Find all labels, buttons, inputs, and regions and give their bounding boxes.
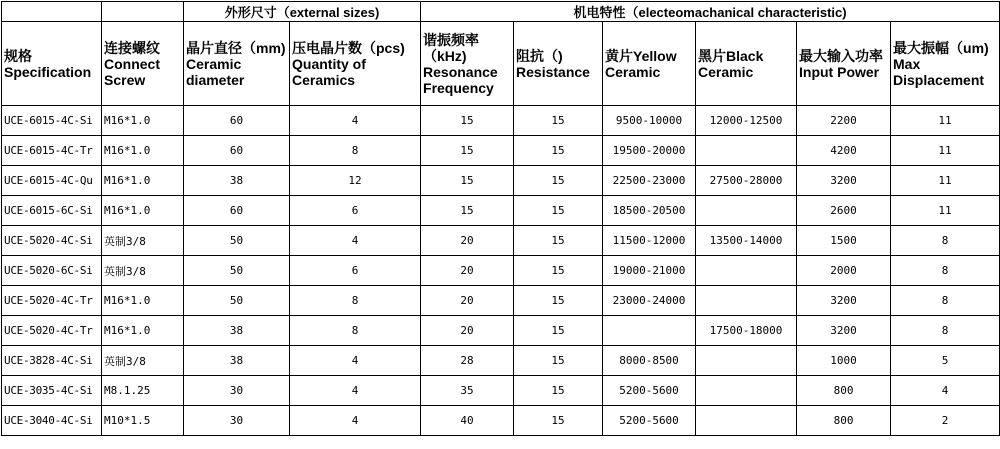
cell-diameter: 60 xyxy=(184,196,290,226)
cell-diameter: 38 xyxy=(184,316,290,346)
cell-diameter: 50 xyxy=(184,256,290,286)
cell-connect-screw: 英制3/8 xyxy=(102,346,184,376)
cell-resistance: 15 xyxy=(514,376,603,406)
column-header-row xyxy=(2,22,1000,106)
header-black-ceramic: 黑片Black Ceramic xyxy=(696,22,797,106)
header-input-power: 最大输入功率 Input Power xyxy=(797,22,891,106)
cell-displacement: 11 xyxy=(891,106,1000,136)
cell-quantity: 4 xyxy=(290,226,421,256)
header-yellow-ceramic: 黄片Yellow Ceramic xyxy=(603,22,696,106)
cell-yellow: 9500-10000 xyxy=(603,106,696,136)
cell-power: 800 xyxy=(797,406,891,436)
cell-quantity: 4 xyxy=(290,106,421,136)
cell-quantity: 8 xyxy=(290,286,421,316)
header-ceramic-diameter: 晶片直径（mm) Ceramic diameter xyxy=(184,22,290,106)
cell-power: 800 xyxy=(797,376,891,406)
table-row xyxy=(2,166,1000,196)
header-connect-screw: 连接螺纹 Connect Screw xyxy=(102,22,184,106)
table-row xyxy=(2,196,1000,226)
cell-diameter: 60 xyxy=(184,106,290,136)
cell-displacement: 4 xyxy=(891,376,1000,406)
group-external-sizes: 外形尺寸（external sizes) xyxy=(184,2,421,22)
cell-black xyxy=(696,256,797,286)
cell-specification: UCE-5020-4C-Tr xyxy=(2,286,102,316)
cell-power: 1500 xyxy=(797,226,891,256)
cell-frequency: 28 xyxy=(421,346,514,376)
cell-resistance: 15 xyxy=(514,106,603,136)
cell-black xyxy=(696,376,797,406)
cell-black: 17500-18000 xyxy=(696,316,797,346)
cell-black: 12000-12500 xyxy=(696,106,797,136)
group-blank xyxy=(2,2,102,22)
cell-diameter: 30 xyxy=(184,406,290,436)
cell-diameter: 38 xyxy=(184,166,290,196)
cell-displacement: 2 xyxy=(891,406,1000,436)
cell-power: 3200 xyxy=(797,166,891,196)
cell-specification: UCE-5020-4C-Si xyxy=(2,226,102,256)
cell-specification: UCE-6015-6C-Si xyxy=(2,196,102,226)
cell-resistance: 15 xyxy=(514,226,603,256)
cell-yellow: 19500-20000 xyxy=(603,136,696,166)
cell-frequency: 20 xyxy=(421,286,514,316)
cell-diameter: 50 xyxy=(184,286,290,316)
cell-connect-screw: 英制3/8 xyxy=(102,226,184,256)
cell-yellow: 11500-12000 xyxy=(603,226,696,256)
cell-connect-screw: M16*1.0 xyxy=(102,316,184,346)
cell-black: 13500-14000 xyxy=(696,226,797,256)
cell-quantity: 8 xyxy=(290,316,421,346)
cell-resistance: 15 xyxy=(514,316,603,346)
cell-power: 4200 xyxy=(797,136,891,166)
cell-yellow: 18500-20500 xyxy=(603,196,696,226)
cell-frequency: 20 xyxy=(421,226,514,256)
table-row xyxy=(2,346,1000,376)
cell-connect-screw: M16*1.0 xyxy=(102,106,184,136)
cell-black xyxy=(696,286,797,316)
cell-power: 3200 xyxy=(797,286,891,316)
cell-displacement: 8 xyxy=(891,256,1000,286)
cell-frequency: 15 xyxy=(421,166,514,196)
group-electromechanical: 机电特性（electeomachanical characteristic) xyxy=(421,2,1000,22)
cell-diameter: 50 xyxy=(184,226,290,256)
cell-black xyxy=(696,196,797,226)
cell-displacement: 11 xyxy=(891,196,1000,226)
cell-resistance: 15 xyxy=(514,286,603,316)
header-quantity-of-ceramics: 压电晶片数（pcs) Quantity of Ceramics xyxy=(290,22,421,106)
cell-quantity: 12 xyxy=(290,166,421,196)
table-row xyxy=(2,376,1000,406)
cell-diameter: 60 xyxy=(184,136,290,166)
cell-yellow: 22500-23000 xyxy=(603,166,696,196)
cell-diameter: 38 xyxy=(184,346,290,376)
cell-yellow: 23000-24000 xyxy=(603,286,696,316)
table-row xyxy=(2,316,1000,346)
cell-frequency: 15 xyxy=(421,136,514,166)
header-max-displacement: 最大振幅（um) Max Displacement xyxy=(891,22,1000,106)
group-header-row xyxy=(2,2,1000,22)
cell-resistance: 15 xyxy=(514,256,603,286)
cell-specification: UCE-5020-6C-Si xyxy=(2,256,102,286)
cell-connect-screw: M16*1.0 xyxy=(102,196,184,226)
cell-resistance: 15 xyxy=(514,166,603,196)
cell-quantity: 6 xyxy=(290,196,421,226)
cell-black: 27500-28000 xyxy=(696,166,797,196)
cell-quantity: 6 xyxy=(290,256,421,286)
cell-yellow: 5200-5600 xyxy=(603,406,696,436)
cell-displacement: 11 xyxy=(891,136,1000,166)
cell-resistance: 15 xyxy=(514,406,603,436)
cell-connect-screw: M16*1.0 xyxy=(102,166,184,196)
cell-frequency: 15 xyxy=(421,196,514,226)
table-row xyxy=(2,226,1000,256)
cell-connect-screw: M16*1.0 xyxy=(102,136,184,166)
cell-black xyxy=(696,136,797,166)
cell-power: 1000 xyxy=(797,346,891,376)
table-row xyxy=(2,406,1000,436)
cell-resistance: 15 xyxy=(514,136,603,166)
cell-quantity: 4 xyxy=(290,346,421,376)
cell-frequency: 15 xyxy=(421,106,514,136)
cell-quantity: 4 xyxy=(290,406,421,436)
cell-quantity: 4 xyxy=(290,376,421,406)
cell-black xyxy=(696,406,797,436)
cell-frequency: 40 xyxy=(421,406,514,436)
cell-yellow: 8000-8500 xyxy=(603,346,696,376)
group-blank xyxy=(102,2,184,22)
cell-diameter: 30 xyxy=(184,376,290,406)
header-resistance: 阻抗（) Resistance xyxy=(514,22,603,106)
table-row xyxy=(2,286,1000,316)
cell-connect-screw: M8.1.25 xyxy=(102,376,184,406)
cell-frequency: 35 xyxy=(421,376,514,406)
cell-specification: UCE-6015-4C-Si xyxy=(2,106,102,136)
cell-frequency: 20 xyxy=(421,256,514,286)
cell-yellow: 5200-5600 xyxy=(603,376,696,406)
cell-displacement: 8 xyxy=(891,286,1000,316)
header-specification: 规格 Specification xyxy=(2,22,102,106)
cell-connect-screw: M10*1.5 xyxy=(102,406,184,436)
cell-connect-screw: M16*1.0 xyxy=(102,286,184,316)
spec-table xyxy=(1,1,1000,436)
cell-resistance: 15 xyxy=(514,346,603,376)
cell-frequency: 20 xyxy=(421,316,514,346)
cell-yellow: 19000-21000 xyxy=(603,256,696,286)
cell-resistance: 15 xyxy=(514,196,603,226)
cell-connect-screw: 英制3/8 xyxy=(102,256,184,286)
table-row xyxy=(2,136,1000,166)
table-row xyxy=(2,106,1000,136)
cell-power: 3200 xyxy=(797,316,891,346)
table-row xyxy=(2,256,1000,286)
cell-specification: UCE-6015-4C-Tr xyxy=(2,136,102,166)
cell-displacement: 8 xyxy=(891,316,1000,346)
cell-specification: UCE-6015-4C-Qu xyxy=(2,166,102,196)
cell-specification: UCE-3828-4C-Si xyxy=(2,346,102,376)
cell-black xyxy=(696,346,797,376)
cell-power: 2600 xyxy=(797,196,891,226)
cell-displacement: 8 xyxy=(891,226,1000,256)
header-resonance-frequency: 谐振频率（kHz) Resonance Frequency xyxy=(421,22,514,106)
cell-power: 2200 xyxy=(797,106,891,136)
cell-yellow xyxy=(603,316,696,346)
cell-specification: UCE-3035-4C-Si xyxy=(2,376,102,406)
cell-power: 2000 xyxy=(797,256,891,286)
cell-quantity: 8 xyxy=(290,136,421,166)
cell-displacement: 11 xyxy=(891,166,1000,196)
cell-specification: UCE-5020-4C-Tr xyxy=(2,316,102,346)
cell-specification: UCE-3040-4C-Si xyxy=(2,406,102,436)
cell-displacement: 5 xyxy=(891,346,1000,376)
